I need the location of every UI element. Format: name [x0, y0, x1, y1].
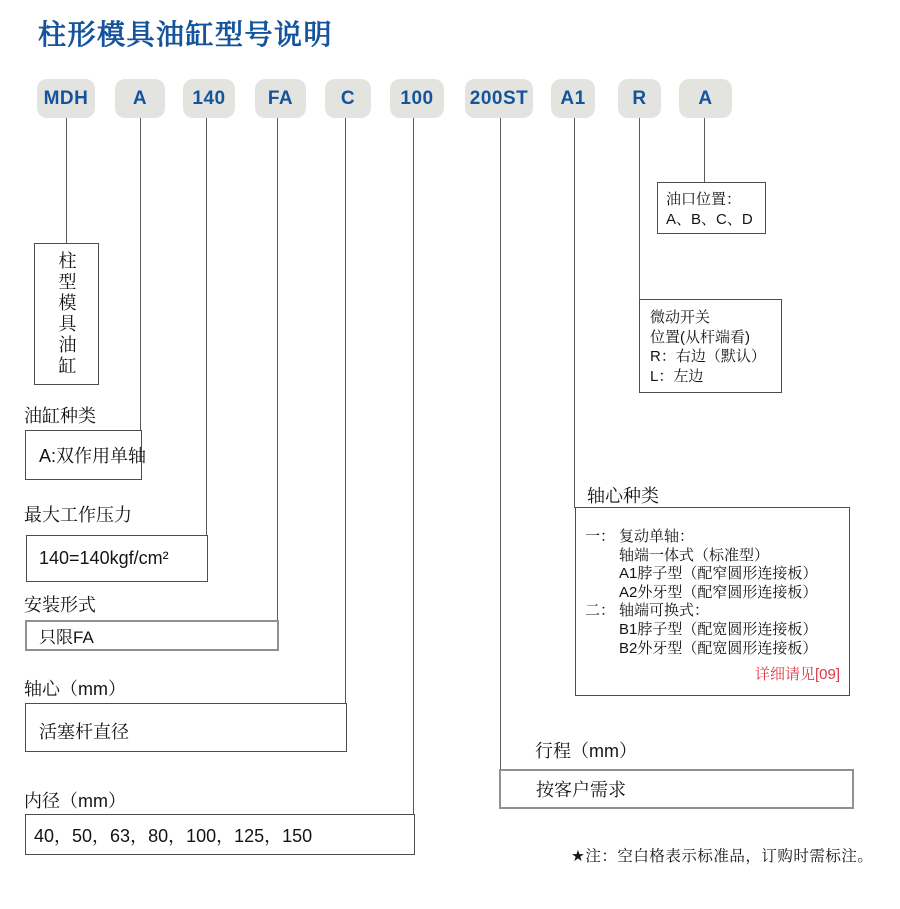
shaft-type-line-text: A2外牙型（配窄圆形连接板）	[619, 583, 818, 601]
stroke-box	[499, 769, 854, 809]
shaft-type-line-marker	[585, 547, 619, 566]
shaft-type-line-text: A1脖子型（配窄圆形连接板）	[619, 565, 818, 583]
series-callout-text: 柱型模具油缸	[56, 251, 77, 377]
cylinder-type-box	[25, 430, 147, 480]
micro-switch-line4: L：左边	[650, 367, 704, 385]
micro-switch-line2: 位置(从杆端看)	[650, 328, 750, 346]
shaft-type-label: 轴心种类	[587, 486, 659, 506]
max-pressure-text: 140=140kgf/cm²	[39, 548, 169, 568]
port-position-line1: 油口位置：	[666, 191, 742, 208]
code-segment-a1: A1	[551, 79, 595, 118]
cylinder-type-label: 油缸种类	[24, 406, 96, 426]
rod-label: 轴心（mm）	[24, 679, 126, 699]
max-pressure-label: 最大工作压力	[24, 505, 132, 525]
page-title: 柱形模具油缸型号说明	[38, 19, 334, 50]
shaft-type-line	[585, 602, 849, 621]
shaft-type-line	[585, 528, 849, 547]
shaft-type-reference-note: 详细请见[09]	[754, 666, 840, 684]
bore-box	[25, 814, 415, 855]
shaft-type-line-marker	[585, 621, 619, 640]
leader-line-r	[639, 117, 640, 300]
leader-line-c	[345, 117, 346, 704]
micro-switch-box	[639, 299, 782, 393]
port-position-box	[657, 182, 766, 234]
shaft-type-line	[585, 584, 849, 603]
leader-line-mdh	[66, 117, 67, 244]
micro-switch-line3: R：右边（默认）	[650, 348, 766, 365]
code-segment-140: 140	[183, 79, 235, 118]
mounting-label: 安装形式	[24, 595, 96, 615]
shaft-type-line	[585, 565, 849, 584]
shaft-type-line-marker: 一：	[585, 528, 616, 545]
mounting-text: 只限FA	[39, 628, 94, 647]
leader-line-100	[413, 117, 414, 815]
shaft-type-line	[585, 547, 849, 566]
code-segment-c: C	[325, 79, 371, 118]
micro-switch-line1: 微动开关	[650, 309, 711, 326]
bore-text: 40，50，63，80，100，125，150	[34, 825, 313, 846]
shaft-type-line-marker	[585, 640, 619, 659]
shaft-type-line-text: 复动单轴：	[619, 528, 695, 545]
code-segment-port-a: A	[679, 79, 732, 118]
leader-line-a1	[574, 117, 575, 508]
leader-line-140	[206, 117, 207, 536]
shaft-type-line-text: 轴端一体式（标准型）	[619, 546, 770, 564]
leader-line-a	[140, 117, 141, 431]
code-segment-mdh: MDH	[37, 79, 95, 118]
shaft-type-box	[575, 507, 850, 696]
shaft-type-line	[585, 640, 849, 659]
rod-box	[25, 703, 347, 752]
leader-line-fa	[277, 117, 278, 622]
leader-line-port-a	[704, 117, 705, 183]
port-position-line2: A、B、C、D	[666, 211, 753, 228]
footnote: ★注：空白格表示标准品，订购时需标注。	[571, 848, 874, 865]
shaft-type-line-text: B2外牙型（配宽圆形连接板）	[619, 639, 818, 657]
code-segment-100: 100	[390, 79, 444, 118]
code-segment-r: R	[618, 79, 661, 118]
stroke-label: 行程（mm）	[535, 741, 637, 761]
code-segment-fa: FA	[255, 79, 306, 118]
series-callout-box	[34, 243, 99, 385]
stroke-text: 按客户需求	[536, 780, 626, 800]
shaft-type-line-marker: 二：	[585, 602, 616, 620]
code-segment-200st: 200ST	[465, 79, 533, 118]
max-pressure-box	[26, 535, 208, 582]
shaft-type-line-text: 轴端可换式：	[619, 602, 710, 620]
code-segment-a: A	[115, 79, 165, 118]
rod-text: 活塞杆直径	[39, 722, 129, 742]
leader-line-200st	[500, 117, 501, 770]
bore-label: 内径（mm）	[24, 791, 126, 811]
shaft-type-line	[585, 621, 849, 640]
cylinder-type-text: A:双作用单轴	[39, 446, 147, 466]
shaft-type-line-marker	[585, 584, 619, 603]
shaft-type-line-text: B1脖子型（配宽圆形连接板）	[619, 620, 818, 638]
mounting-box	[25, 620, 279, 651]
shaft-type-line-marker	[585, 565, 619, 584]
